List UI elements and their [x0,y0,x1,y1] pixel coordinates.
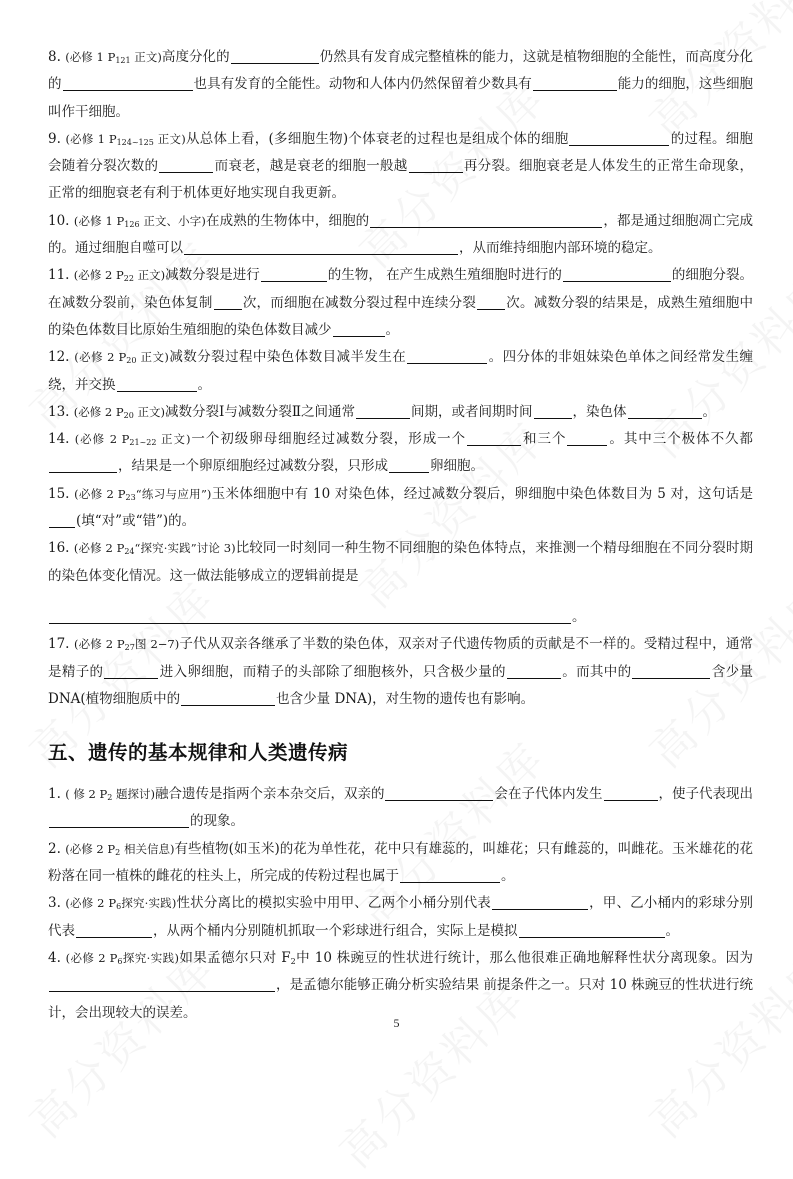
answer-blank[interactable] [261,267,327,282]
source-reference: (必修 2 $P_{21\sim 22}$ 正文) [74,432,191,448]
answer-blank[interactable] [563,267,671,282]
question-2-2: 2. (必修 2 $P_2$ 相关信息)有些植物(如玉米)的花为单性花，花中只有雄蕊的，叫雄花；只有雌蕊的，叫雌花。玉米雄花的花粉落在同一植株的雌花的柱头上，所完成的传粉过程也属于 。 [48,840,753,885]
source-reference: (必修 2 $P_{24}“$探究·实践”讨论 3) [73,541,236,557]
question-12: 12. (必修 2 $P_{20}$ 正文)减数分裂过程中染色体数目减半发生在 。四分体的非姐妹染色单体之间经常发生缠绕，并交换 。 [48,349,754,393]
answer-blank[interactable] [49,977,275,992]
answer-blank[interactable] [569,131,669,146]
source-reference: (必修 2 $P_2$ 相关信息) [65,841,175,857]
answer-blank[interactable] [181,691,275,706]
question-14: 14. (必修 2 $P_{21\sim 22}$ 正文)一个初级卵母细胞经过减数分裂，形成一个 和三个 。其中三个极体不久都，结果是一个卵原细胞经过减数分裂，只形成 卵细胞。 [48,431,753,475]
answer-blank[interactable] [76,923,152,938]
document-page [48,44,753,1027]
question-10: 10. (必修 1 $P_{126}$ 正文、小字)在成熟的生物体中，细胞的 ，都是通过细胞凋亡完成的。通过细胞自噬可以 ，从而维持细胞内部环境的稳定。 [48,212,753,257]
source-reference: (必修 2 $P_{27}$图 2−7) [73,637,180,653]
answer-blank[interactable] [184,240,458,255]
answer-blank[interactable] [400,868,500,883]
answer-blank[interactable] [385,786,493,801]
answer-blank[interactable] [49,813,189,828]
question-17: 17. (必修 2 $P_{27}$图 2−7)子代从双亲各继承了半数的染色体，双亲对子代遗传物质的贡献是不一样的。受精过程中，通常是精子的 进入卵细胞，而精子的头部除了细胞核外，只含极少量的 。而其中的 含少量 DNA(植物细胞质中的 也含少量 DNA)，对生物的遗传也有影响。 [48,636,754,707]
source-reference: (必修 2 $P_{20}$ 正文) [74,350,169,366]
answer-blank[interactable] [214,295,242,310]
answer-blank[interactable] [370,213,602,228]
answer-blank[interactable] [104,664,158,679]
section-heading: 五、遗传的基本规律和人类遗传病 [48,741,349,765]
answer-blank[interactable] [117,377,197,392]
answer-blank[interactable] [49,609,571,624]
question-number: 4. [48,949,61,966]
question-number: 12. [48,349,70,366]
answer-blank[interactable] [49,513,75,528]
question-number: 11. [48,267,70,284]
question-number: 15. [48,485,70,502]
answer-blank[interactable] [507,664,561,679]
answer-blank[interactable] [231,49,319,64]
answer-blank[interactable] [407,349,487,364]
question-2-4: 4. (必修 2 $P_6$探究·实践)如果孟德尔只对 $F_2$中 10 株豌豆的性状进行统计，那么他很难正确地解释性状分离现象。因为，是孟德尔能够正确分析实验结果 前提条件之一。只对 10 株豌豆的性状进行统计，会出现较大的误差。 [48,949,753,1021]
answer-blank[interactable] [49,458,117,473]
question-16: 16. (必修 2 $P_{24}“$探究·实践”讨论 3)比较同一时刻同一种生物不同细胞的染色体特点，来推测一个精母细胞在不同分裂时期的染色体变化情况。这一做法能够成立的逻辑前提是 。 [48,540,754,625]
answer-blank[interactable] [356,404,410,419]
page-number: 5 [393,1016,400,1030]
answer-blank[interactable] [628,404,702,419]
question-2-3: 3. (必修 2 $P_6$探究·实践)性状分离比的模拟实验中用甲、乙两个小桶分别代表 ，甲、乙小桶内的彩球分别代表 ，从两个桶内分别随机抓取一个彩球进行组合，实际上是模拟 。 [48,895,754,939]
question-13: 13. (必修 2 $P_{20}$ 正文)减数分裂Ⅰ与减数分裂Ⅱ之间通常 间期，或者间期时间 ，染色体 。 [48,403,716,420]
question-11: 11. (必修 2 $P_{22}$ 正文)减数分裂是进行 的生物， 在产生成熟生殖细胞时进行的 的细胞分裂。在减数分裂前，染色体复制 次，而细胞在减数分裂过程中连续分裂 次。减数分裂的结果是，成熟生殖细胞中的染色体数目比原始生殖细胞的染色体数目减少 。 [48,267,753,338]
source-reference: (必修 2 $P_{22}$ 正文) [73,268,166,284]
answer-blank[interactable] [63,76,193,91]
source-reference: (必修 2 $P_{23}“$练习与应用”) [74,486,212,502]
question-15: 15. (必修 2 $P_{23}“$练习与应用”)玉米体细胞中有 10 对染色体，经过减数分裂后，卵细胞中染色体数目为 5 对，这句话是(填“对”或“错”)的。 [48,485,753,530]
answer-blank[interactable] [567,431,607,446]
source-reference: ( 修 2 $P_2$ 题探讨) [65,787,155,803]
source-reference: (必修 1 $P_{124\sim 125}$ 正文) [65,131,186,147]
answer-blank[interactable] [534,404,572,419]
answer-blank[interactable] [477,295,505,310]
question-number: 9. [48,130,61,147]
question-number: 16. [48,540,70,557]
answer-blank[interactable] [333,322,385,337]
question-9: 9. (必修 1 $P_{124\sim 125}$ 正文)从总体上看，(多细胞生物)个体衰老的过程也是组成个体的细胞 的过程。细胞会随着分裂次数的 而衰老，越是衰老的细胞一般越 再分裂。细胞衰老是人体发生的正常生命现象，正常的细胞衰老有利于机体更好地实现自我更新。 [48,130,754,202]
answer-blank[interactable] [632,664,710,679]
source-reference: (必修 1 $P_{121}$ 正文) [65,50,162,65]
answer-blank[interactable] [389,458,429,473]
question-2-1: 1. ( 修 2 $P_2$ 题探讨)融合遗传是指两个亲本杂交后，双亲的 会在子代体内发生 ，使子代表现出的现象。 [48,786,754,830]
question-8: 8. (必修 1 $P_{121}$ 正文)高度分化的 仍然具有发育成完整植株的能力，这就是植物细胞的全能性，而高度分化的 也具有发育的全能性。动物和人体内仍然保留着少数具有 能力的细胞，这些细胞叫作干细胞。 [48,49,754,120]
question-number: 8. [48,49,61,65]
answer-blank[interactable] [533,76,617,91]
answer-blank[interactable] [604,786,658,801]
source-reference: (必修 1 $P_{126}$ 正文、小字) [73,213,206,229]
question-number: 10. [48,212,70,229]
source-reference: (必修 2 $P_6$探究·实践) [65,896,177,912]
question-number: 14. [48,431,70,448]
answer-blank[interactable] [159,158,213,173]
source-reference: (必修 2 $P_6$探究·实践) [65,950,179,966]
question-number: 2. [48,840,61,857]
answer-blank[interactable] [519,923,665,938]
answer-blank[interactable] [492,895,588,910]
source-reference: (必修 2 $P_{20}$ 正文) [73,404,165,420]
answer-blank[interactable] [409,158,463,173]
question-number: 1. [48,786,61,803]
question-number: 3. [48,895,61,912]
question-number: 17. [48,636,70,653]
question-number: 13. [48,403,70,420]
answer-blank[interactable] [467,431,521,446]
